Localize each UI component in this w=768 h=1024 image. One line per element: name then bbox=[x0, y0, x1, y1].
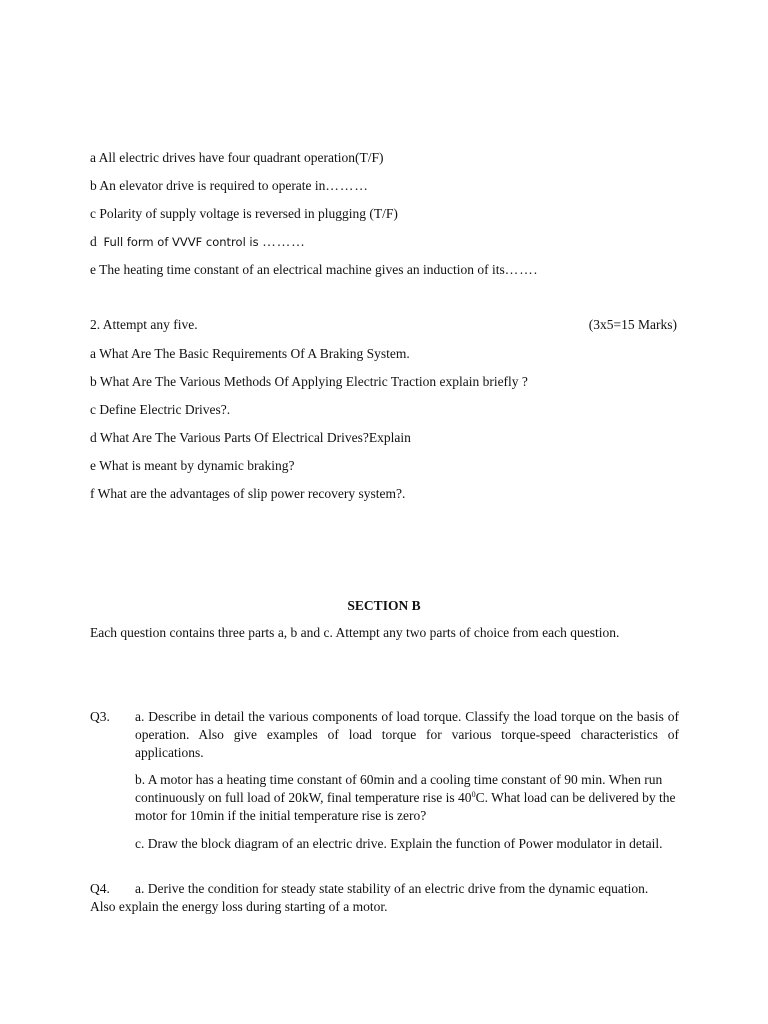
q3-part-c: c. Draw the block diagram of an electric drive. Explain the function of Power modulator in detail. bbox=[135, 836, 663, 851]
q4-part-a-line1: a. Derive the condition for steady state stability of an electric drive from the dynamic equation. bbox=[135, 881, 649, 896]
objective-item-a bbox=[90, 149, 384, 167]
q2-marks: (3x5=15 Marks) bbox=[588, 317, 677, 332]
q3-label: Q3. bbox=[90, 709, 110, 724]
objective-item-e bbox=[90, 261, 538, 279]
q2-title: 2. Attempt any five. bbox=[90, 317, 198, 332]
q4-part-a-line2: Also explain the energy loss during starting of a motor. bbox=[90, 899, 388, 914]
q3-part-b-degree: 0 bbox=[471, 790, 476, 799]
objective-item-d bbox=[90, 233, 306, 251]
objective-item-c bbox=[90, 205, 398, 223]
q2-item-d: d What Are The Various Parts Of Electrical Drives?Explain bbox=[90, 430, 411, 445]
q3-part-b bbox=[135, 771, 685, 825]
q4-label: Q4. bbox=[90, 881, 110, 896]
objective-item-b-blank: ……… bbox=[325, 178, 369, 193]
objective-item-a-text: a All electric drives have four quadrant operation(T/F) bbox=[90, 150, 384, 165]
objective-item-d-text: Full form of VVVF control is bbox=[103, 235, 263, 249]
section-b-heading: SECTION B bbox=[347, 598, 421, 613]
objective-item-b-text: b An elevator drive is required to operate in bbox=[90, 178, 326, 193]
q2-item-a: a What Are The Basic Requirements Of A Braking System. bbox=[90, 346, 410, 361]
q3-part-b-text-1: b. A motor has a heating time constant of 60min and a cooling time constant of 90 min. When run continuously on full load of 20kW, final temperature rise is 40 bbox=[135, 772, 663, 805]
objective-item-d-blank: ……… bbox=[262, 234, 306, 249]
q2-item-f: f What are the advantages of slip power recovery system?. bbox=[90, 486, 406, 501]
objective-item-c-text: c Polarity of supply voltage is reversed in plugging (T/F) bbox=[90, 206, 398, 221]
objective-item-e-text: e The heating time constant of an electrical machine gives an induction of its bbox=[90, 262, 505, 277]
q2-item-e: e What is meant by dynamic braking? bbox=[90, 458, 295, 473]
objective-item-e-blank: ……. bbox=[504, 262, 539, 277]
q3-part-b-text-2: C. What load can be delivered by the motor for 10min if the initial temperature rise is zero? bbox=[135, 790, 676, 823]
q3-part-a: a. Describe in detail the various components of load torque. Classify the load torque on the basis of operation. Also give examples of load torque for various torque-speed characteristics of applications. bbox=[135, 709, 679, 760]
q2-item-b: b What Are The Various Methods Of Applying Electric Traction explain briefly ? bbox=[90, 374, 528, 389]
q2-item-c: c Define Electric Drives?. bbox=[90, 402, 231, 417]
section-b-instruction: Each question contains three parts a, b and c. Attempt any two parts of choice from each question. bbox=[90, 625, 620, 640]
objective-item-d-letter: d bbox=[90, 234, 104, 249]
objective-item-b bbox=[90, 177, 369, 195]
